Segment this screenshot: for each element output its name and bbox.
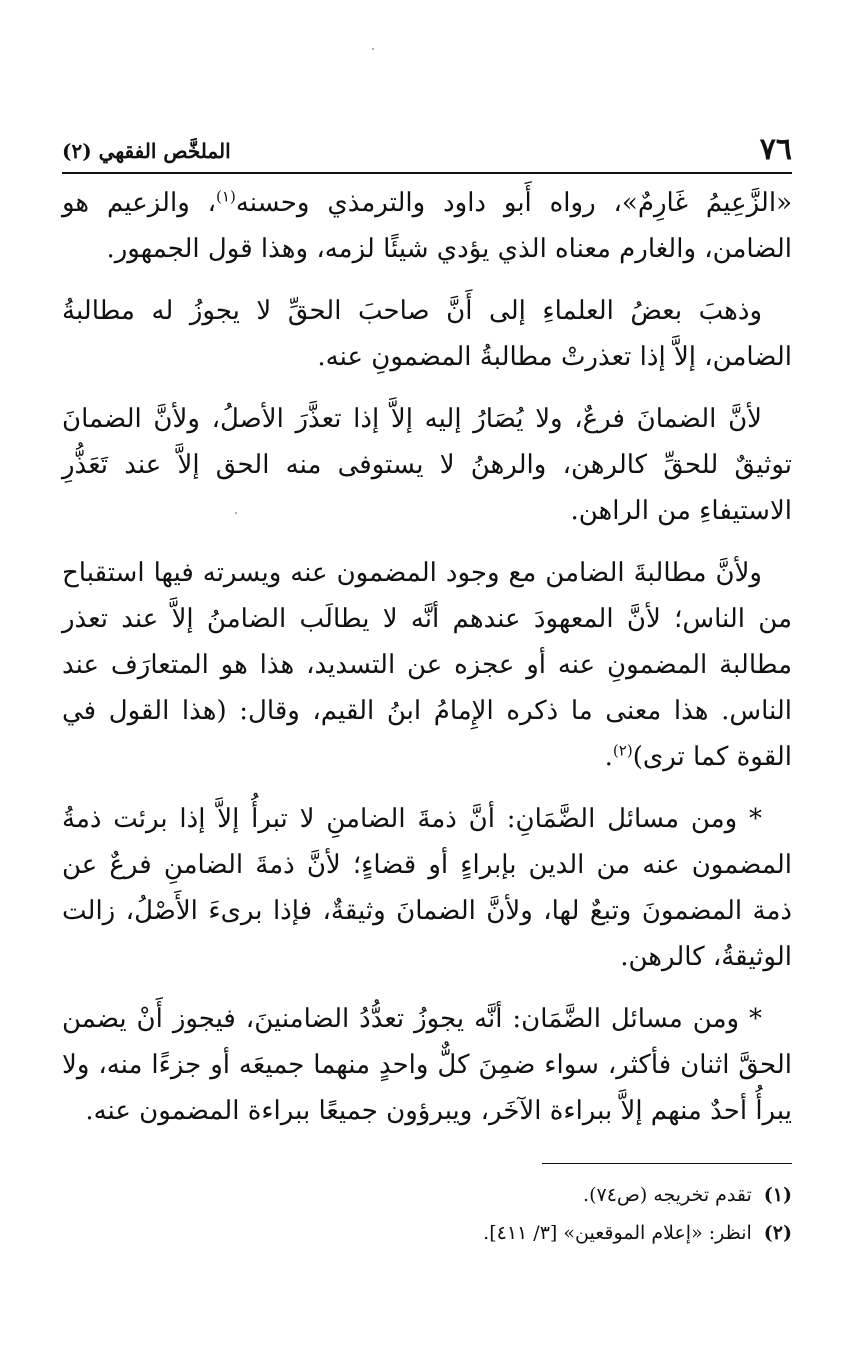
footnote-text: تقدم تخريجه (ص٧٤). [583, 1184, 752, 1206]
page-header [62, 128, 792, 174]
page-number: ٧٦ [759, 132, 792, 167]
footnote-ref-2[interactable]: (٢) [612, 741, 633, 760]
paragraph-3: لأنَّ الضمانَ فرعٌ، ولا يُصَارُ إليه إلاَّ إذا تعذَّرَ الأصلُ، ولأنَّ الضمانَ توثيقٌ للحقِّ كالرهن، والرهنُ لا يستوفى منه الحق إلاَّ عند تَعَذُّرِ الاستيفاءِ من الراهن. [62, 404, 792, 526]
paragraph-6: * ومن مسائل الضَّمَان: أنَّه يجوزُ تعدُّدُ الضامنينَ، فيجوز أَنْ يضمن الحقَّ اثنان فأكثر، سواء ضمِنَ كلٌّ واحدٍ منهما جميعَه أو جزءًا منه، ولا يبرأُ أحدٌ منهم إلاَّ ببراءة الآخَر، ويبرؤون جميعًا ببراءة المضمون عنه. [62, 1004, 792, 1126]
footnote-1 [62, 1176, 792, 1214]
paragraph-5: * ومن مسائل الضَّمَانِ: أنَّ ذمةَ الضامنِ لا تبرأُ إلاَّ إذا برئت ذمةُ المضمون عنه من الدين بإبراءٍ أو قضاءٍ؛ لأنَّ ذمةَ الضامنِ فرعٌ عن ذمة المضمونَ وتبعٌ لها، ولأنَّ الضمانَ وثيقةٌ، فإذا برىءَ الأَصْلُ، زالت الوثيقةُ، كالرهن. [62, 804, 792, 972]
paragraph-2: وذهبَ بعضُ العلماءِ إلى أَنَّ صاحبَ الحقِّ لا يجوزُ له مطالبةُ الضامن، إلاَّ إذا تعذرتْ مطالبةُ المضمونِ عنه. [62, 296, 792, 372]
paragraph-1: «الزَّعِيمُ غَارِمٌ»، رواه أَبو داود والترمذي وحسنه$^{(١)}$، والزعيم هو الضامن، والغارم معناه الذي يؤدي شيئًا لزمه، وهذا قول الجمهور. [62, 187, 792, 264]
footnote-2 [62, 1214, 792, 1252]
paragraph-4: ولأنَّ مطالبةَ الضامن مع وجود المضمون عنه ويسرته فيها استقباح من الناس؛ لأنَّ المعهودَ عندهم أنَّه لا يطالَب الضامنُ إلاَّ عند تعذر مطالبة المضمونِ عنه أو عجزه عن التسديد، هذا هو المتعارَف عند الناس. هذا معنى ما ذكره الإِمامُ ابنُ القيم، وقال: (هذا القول في القوة كما ترى)$^{(٢)}$. [62, 558, 792, 772]
footnote-ref-1[interactable]: (١) [216, 187, 236, 206]
footnote-number: (٢) [763, 1222, 792, 1244]
footnote-divider [542, 1163, 792, 1164]
page-body [62, 180, 792, 1150]
running-title: الملخَّص الفقهي (٢) [62, 139, 231, 163]
footnote-number: (١) [763, 1184, 792, 1206]
scan-speck [372, 48, 374, 50]
footnote-text: انظر: «إعلام الموقعين» [٣/ ٤١١]. [483, 1222, 752, 1244]
footnotes [62, 1176, 792, 1252]
